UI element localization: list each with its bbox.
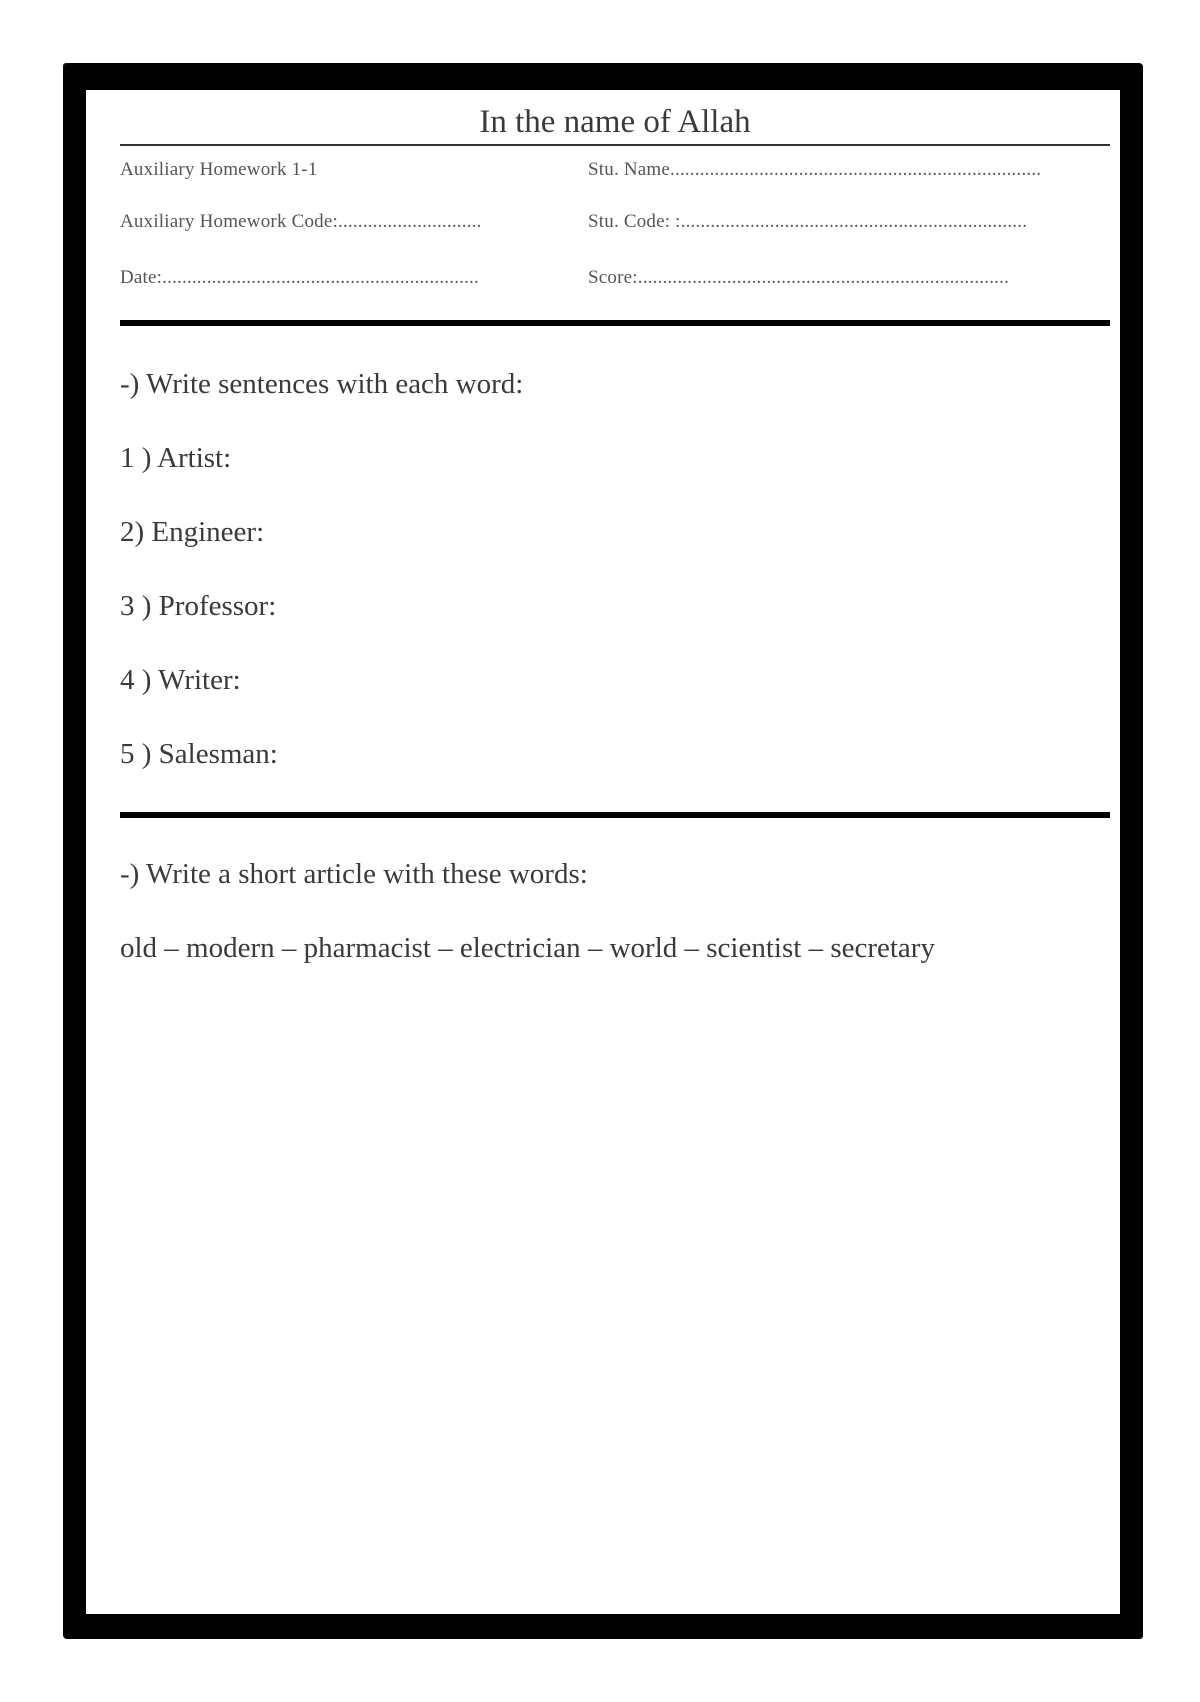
worksheet (120, 90, 1110, 966)
section-divider-2 (120, 812, 1110, 818)
student-name-field: Stu. Name........................................................................... (588, 159, 1042, 180)
section1-instruction: -) Write sentences with each word: (120, 368, 524, 400)
score-field: Score:........................................................................... (588, 267, 1009, 288)
section2-instruction: -) Write a short article with these words: (120, 858, 588, 890)
list-item: 3 ) Professor: (120, 590, 277, 622)
homework-code-field: Auxiliary Homework Code:............................. (120, 211, 482, 232)
list-item: 2) Engineer: (120, 516, 265, 548)
list-item: 1 ) Artist: (120, 442, 232, 474)
info-row-homework (120, 146, 1110, 194)
student-code-field: Stu. Code: :...................................................................... (588, 211, 1028, 232)
list-item: 4 ) Writer: (120, 664, 241, 696)
word-list: old – modern – pharmacist – electrician – world – scientist – secretary (120, 932, 935, 964)
section-divider-1 (120, 320, 1110, 326)
list-item: 5 ) Salesman: (120, 738, 278, 770)
info-row-code (120, 194, 1110, 250)
page-title: In the name of Allah (479, 104, 751, 140)
homework-label: Auxiliary Homework 1-1 (120, 159, 318, 180)
info-row-date (120, 250, 1110, 306)
date-field: Date:................................................................ (120, 267, 479, 288)
section-article (120, 856, 1110, 966)
section-sentences (120, 366, 1110, 772)
info-block (120, 146, 1110, 306)
